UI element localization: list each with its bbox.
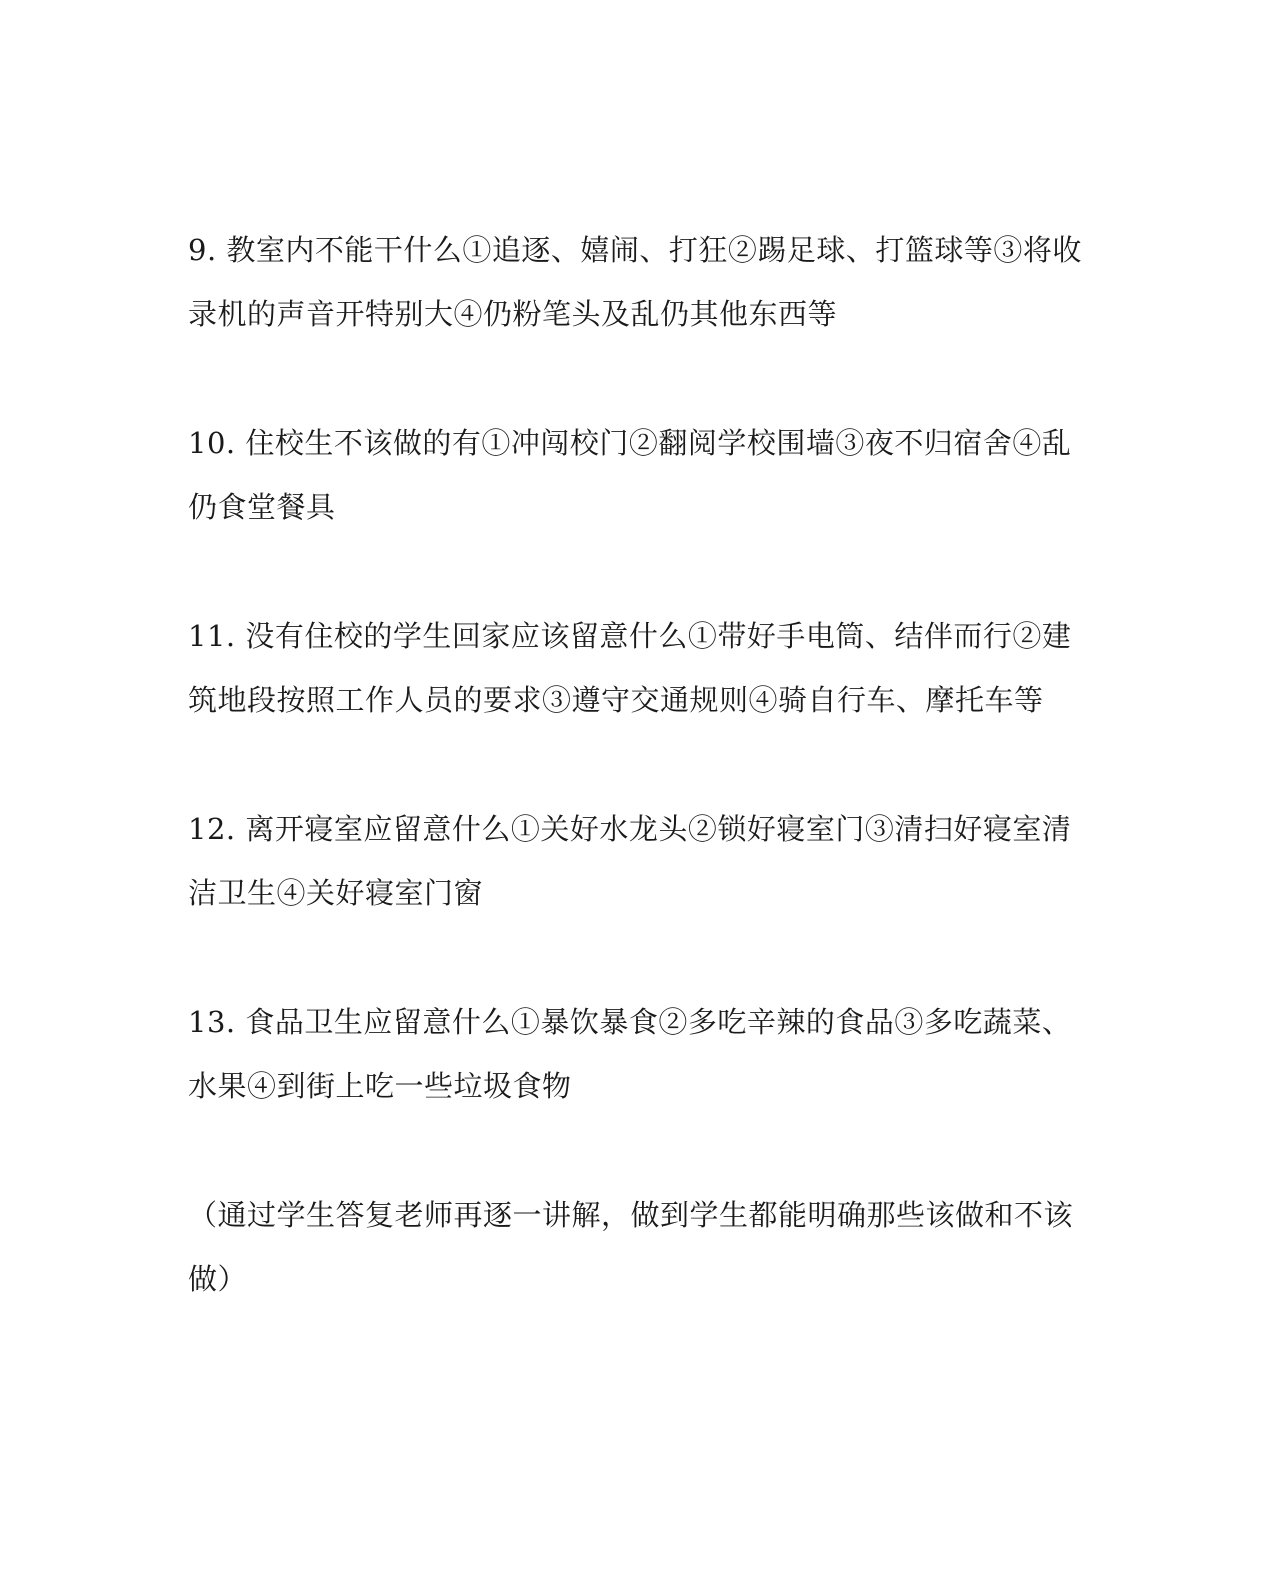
paragraph-item-13 xyxy=(188,990,1078,1118)
paragraph-line: 13. 食品卫生应留意什么①暴饮暴食②多吃辛辣的食品③多吃蔬菜、 xyxy=(188,1005,1072,1039)
paragraph-line: 9. 教室内不能干什么①追逐、嬉闹、打狂②踢足球、打篮球等③将收 xyxy=(188,233,1082,267)
paragraph-line: 仍食堂餐具 xyxy=(188,490,336,524)
paragraph-line: 12. 离开寝室应留意什么①关好水龙头②锁好寝室门③清扫好寝室清 xyxy=(188,812,1072,846)
paragraph-line: 水果④到街上吃一些垃圾食物 xyxy=(188,1069,572,1103)
paragraph-item-11 xyxy=(188,604,1078,732)
paragraph-line: 录机的声音开特别大④仍粉笔头及乱仍其他东西等 xyxy=(188,297,838,331)
paragraph-item-10 xyxy=(188,411,1078,539)
paragraph-line: 10. 住校生不该做的有①冲闯校门②翻阅学校围墙③夜不归宿舍④乱 xyxy=(188,426,1072,460)
paragraph-line: 11. 没有住校的学生回家应该留意什么①带好手电筒、结伴而行②建 xyxy=(188,619,1072,653)
paragraph-line: 筑地段按照工作人员的要求③遵守交通规则④骑自行车、摩托车等 xyxy=(188,683,1044,717)
paragraph-item-9 xyxy=(188,218,1082,346)
paragraph-line: （通过学生答复老师再逐一讲解，做到学生都能明确那些该做和不该 xyxy=(188,1198,1074,1232)
paragraph-line: 做） xyxy=(188,1262,248,1296)
paragraph-item-12 xyxy=(188,797,1078,925)
document-body xyxy=(188,218,1082,1311)
paragraph-line: 洁卫生④关好寝室门窗 xyxy=(188,876,484,910)
paragraph-note xyxy=(188,1183,1078,1311)
